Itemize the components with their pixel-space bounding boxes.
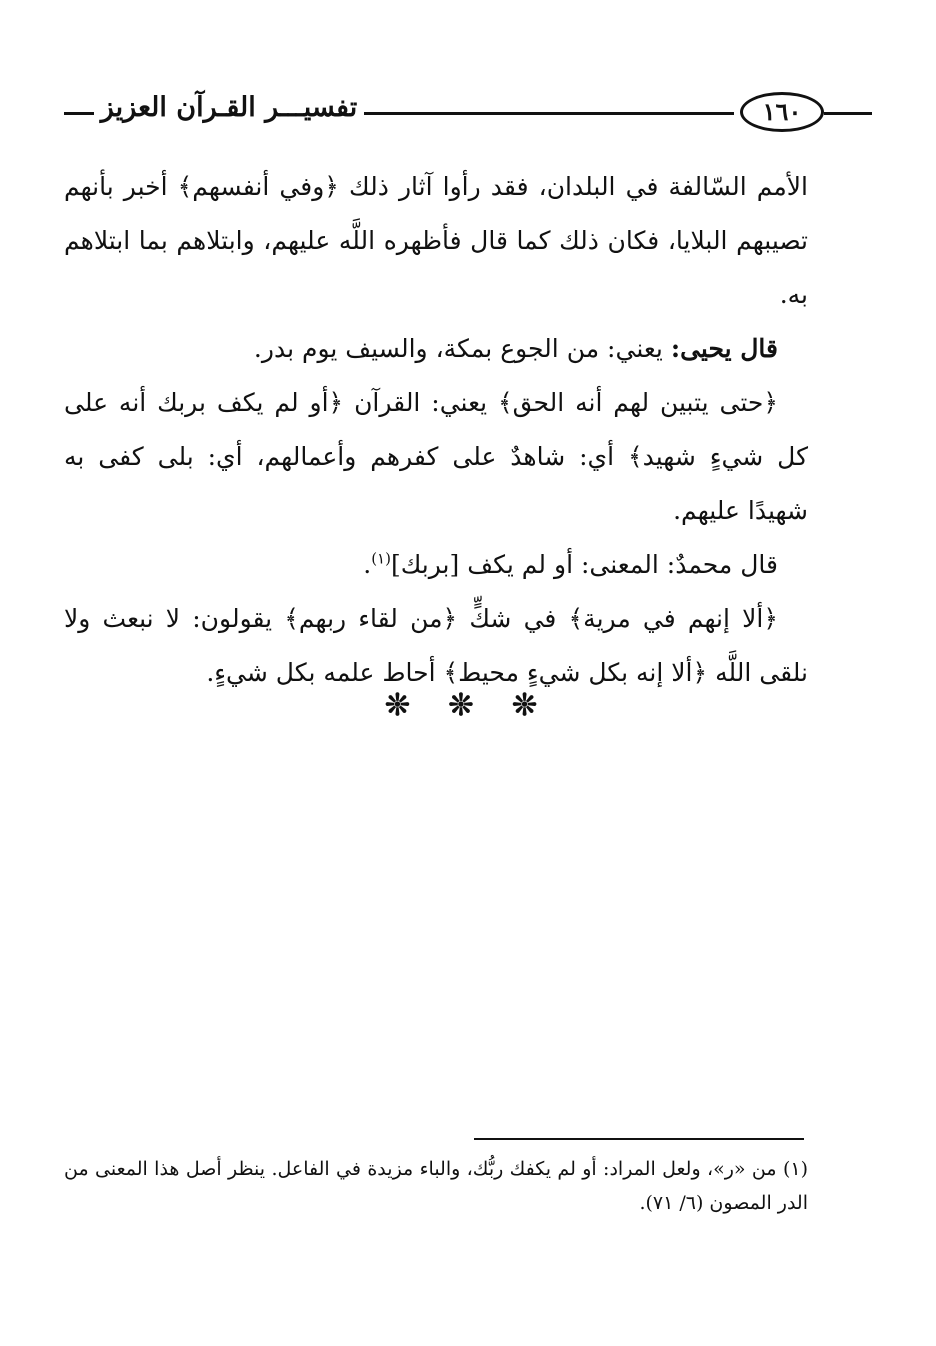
speaker-label: قال يحيى: <box>670 334 778 363</box>
paragraph-text: ﴿حتى يتبين لهم أنه الحق﴾ يعني: القرآن ﴿أو لم يكف بربك أنه على كل شيءٍ شهيد﴾ أي: شاهدٌ على كفرهم وأعمالهم، أي: بلى كفى به شهيدًا عليهم. <box>64 388 808 525</box>
paragraph-text: ﴿ألا إنهم في مرية﴾ في شكٍّ ﴿من لقاء ربهم﴾ يقولون: لا نبعث ولا نلقى اللَّه ﴿ألا إنه بكل شيءٍ محيط﴾ أحاط علمه بكل شيءٍ. <box>64 604 808 687</box>
paragraph-5 <box>64 592 808 700</box>
paragraph-2 <box>64 322 808 376</box>
paragraph-1 <box>64 160 808 322</box>
paragraph-3 <box>64 376 808 538</box>
footnote-1: (١) من «ر»، ولعل المراد: أو لم يكفك ربُّك، والباء مزيدة في الفاعل. ينظر أصل هذا المعنى من الدر المصون (٦/ ٧١). <box>64 1158 808 1214</box>
paragraph-tail: . <box>363 550 372 579</box>
paragraph-text: قال محمدٌ: المعنى: أو لم يكف [بربك] <box>390 550 778 579</box>
paragraph-text: يعني: من الجوع بمكة، والسيف يوم بدر. <box>253 334 671 363</box>
footnotes <box>64 1152 808 1220</box>
page-number: ١٦٠ <box>740 92 824 132</box>
header-rule-middle <box>364 112 734 115</box>
header-rule-right <box>824 112 872 115</box>
footnote-reference[interactable]: (١) <box>371 549 391 568</box>
footnote-divider <box>474 1138 804 1140</box>
paragraph-text: الأمم السّالفة في البلدان، فقد رأوا آثار ذلك ﴿وفي أنفسهم﴾ أخبر بأنهم تصيبهم البلايا، فكان ذلك كما قال فأظهره اللَّه عليهم، وابتلاهم بما ابتلاهم به. <box>64 172 808 309</box>
running-title: تفسيـــر القـرآن العزيز <box>100 92 358 123</box>
header-rule-left <box>64 112 94 115</box>
page-header <box>64 86 810 140</box>
paragraph-4 <box>64 538 808 592</box>
section-separator: ❊ ❊ ❊ <box>384 688 552 723</box>
main-text <box>64 160 808 700</box>
